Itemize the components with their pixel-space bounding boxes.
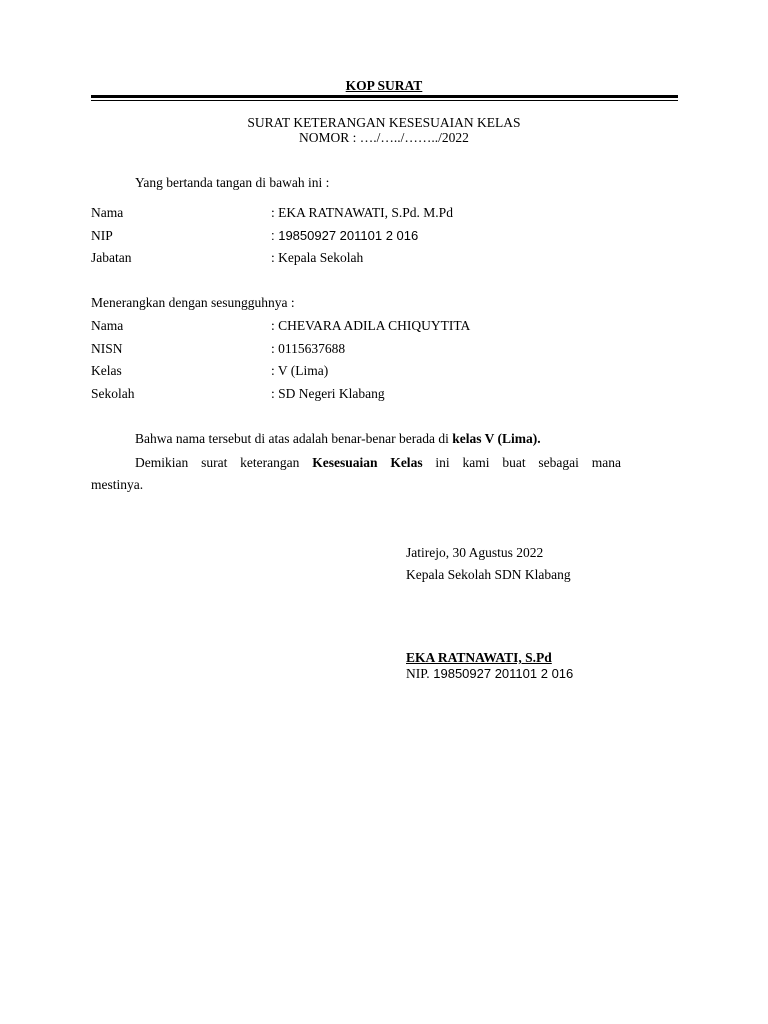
- signer-nip-value: : 19850927 201101 2 016: [271, 228, 419, 243]
- signer-nip: [406, 666, 573, 682]
- student-name-label: Nama: [91, 318, 124, 333]
- student-class-value: : V (Lima): [271, 363, 329, 378]
- signer-name: EKA RATNAWATI, S.Pd: [406, 650, 552, 665]
- statement-text: Bahwa nama tersebut di atas adalah benar-benar berada di: [135, 431, 453, 446]
- closing-text-pre: Demikian surat keterangan: [135, 455, 313, 470]
- student-nisn-label: NISN: [91, 341, 123, 356]
- declare-text: Menerangkan dengan sesungguhnya :: [91, 295, 295, 310]
- closing-text-post: ini kami buat sebagai mana: [422, 455, 621, 470]
- student-school-value: : SD Negeri Klabang: [271, 386, 385, 401]
- signer-position-label: Jabatan: [91, 250, 132, 265]
- closing-paragraph-line1: [135, 455, 621, 471]
- closing-paragraph-line2: mestinya.: [91, 477, 144, 492]
- kop-surat-heading: KOP SURAT: [345, 78, 423, 93]
- letter-number: NOMOR : …./…../……../2022: [299, 130, 469, 145]
- student-school-label: Sekolah: [91, 386, 135, 401]
- place-date: Jatirejo, 30 Agustus 2022: [406, 545, 544, 560]
- header-rule-thin: [91, 100, 678, 101]
- intro-text: Yang bertanda tangan di bawah ini :: [135, 175, 330, 190]
- statement-paragraph: [135, 431, 541, 447]
- signer-position: Kepala Sekolah SDN Klabang: [406, 567, 571, 582]
- statement-class-bold: kelas V (Lima).: [452, 431, 541, 446]
- signer-nip-label-text: NIP.: [406, 666, 430, 681]
- signer-nip-label: NIP: [91, 228, 113, 243]
- closing-text-bold: Kesesuaian Kelas: [312, 455, 423, 470]
- signer-position-value: : Kepala Sekolah: [271, 250, 364, 265]
- signer-nip-number: 19850927 201101 2 016: [429, 666, 574, 681]
- student-class-label: Kelas: [91, 363, 122, 378]
- student-nisn-value: : 0115637688: [271, 341, 346, 356]
- header-rule-thick: [91, 95, 678, 98]
- signer-name-label: Nama: [91, 205, 124, 220]
- signer-name-value: : EKA RATNAWATI, S.Pd. M.Pd: [271, 205, 453, 220]
- student-name-value: : CHEVARA ADILA CHIQUYTITA: [271, 318, 471, 333]
- letter-title: SURAT KETERANGAN KESESUAIAN KELAS: [247, 115, 521, 130]
